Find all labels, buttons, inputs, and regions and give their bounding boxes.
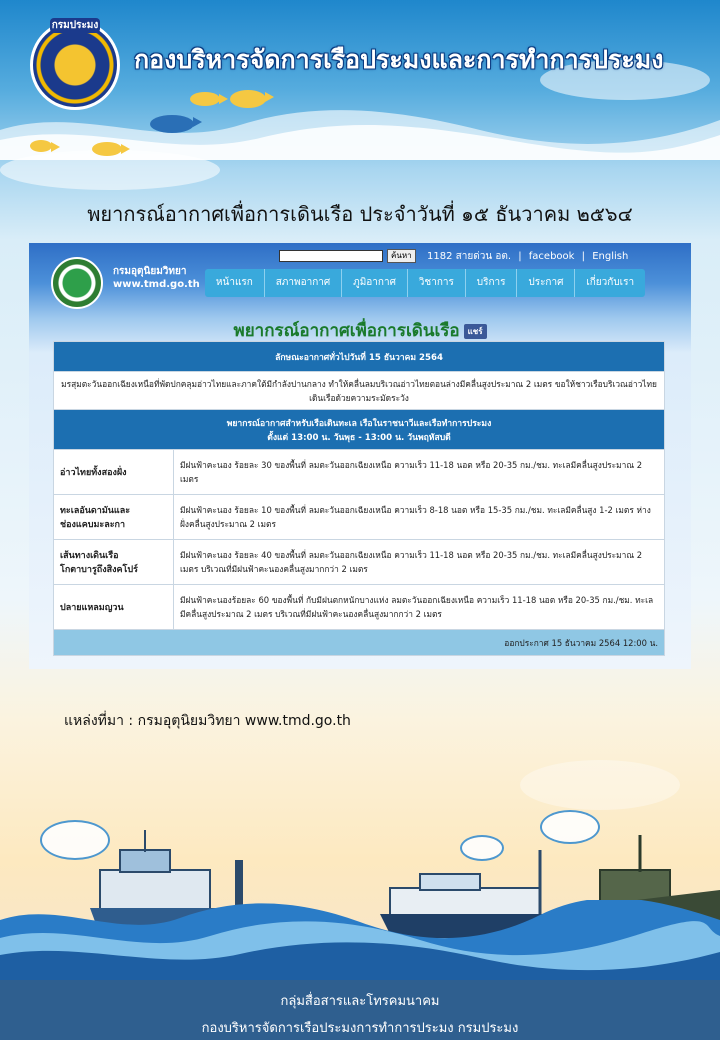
fish-icon bbox=[190, 92, 220, 106]
footer-line-1: กลุ่มสื่อสารและโทรคมนาคม bbox=[280, 994, 440, 1009]
area-cell bbox=[54, 450, 174, 495]
source-line: แหล่งที่มา : กรมอุตุนิยมวิทยา www.tmd.go.th bbox=[64, 713, 351, 729]
footer-line-2: กองบริหารจัดการเรือประมงการทำการประมง กรมประมง bbox=[201, 1021, 519, 1036]
nav-item-climate[interactable]: ภูมิอากาศ bbox=[342, 269, 408, 297]
footer-band bbox=[0, 980, 720, 1040]
forecast-title: พยากรณ์อากาศสำหรับเรือเดินทะเล เรือในราชนาวีและเรือทำการประมง bbox=[226, 418, 492, 429]
forecast-cell: มีฝนฟ้าคะนอง ร้อยละ 10 ของพื้นที่ ลมตะวันออกเฉียงเหนือ ความเร็ว 8-18 นอต หรือ 15-35 กม./ชม. ทะเลมีคลื่นสูง 1-2 เมตร ห่างฝั่งคลื่นสูงประมาณ 2 เมตร bbox=[174, 495, 665, 540]
fish-icon bbox=[230, 90, 266, 108]
tmd-top-links bbox=[427, 249, 632, 264]
nav-item-services[interactable]: บริการ bbox=[466, 269, 518, 297]
table-row bbox=[54, 585, 665, 630]
dof-logo bbox=[30, 20, 120, 110]
nav-item-announcements[interactable]: ประกาศ bbox=[517, 269, 575, 297]
forecast-period: ตั้งแต่ 13:00 น. วันพุธ - 13:00 น. วันพฤหัสบดี bbox=[267, 432, 451, 443]
area-name: ปลายแหลมญวน bbox=[60, 603, 124, 613]
tmd-domain: www.tmd.go.th bbox=[113, 279, 200, 290]
tmd-logo bbox=[51, 257, 103, 309]
tmd-website-screenshot bbox=[29, 243, 691, 669]
site-title: กองบริหารจัดการเรือประมงและการทำการประมง bbox=[134, 45, 664, 74]
facebook-share-button[interactable]: แชร์ bbox=[464, 324, 487, 339]
cloud-decoration bbox=[520, 760, 680, 810]
forecast-title-cell bbox=[54, 410, 665, 450]
area-name: โกตาบารูถึงสิงคโปร์ bbox=[60, 565, 138, 575]
summary-title: ลักษณะอากาศทั่วไปวันที่ 15 ธันวาคม 2564 bbox=[54, 342, 665, 372]
forecast-cell: มีฝนฟ้าคะนองร้อยละ 60 ของพื้นที่ กับมีฝนตกหนักบางแห่ง ลมตะวันออกเฉียงเหนือ ความเร็ว 11-18 นอต หรือ 20-35 กม./ชม. ทะเลมีคลื่นสูงประมาณ 2 เมตร บริเวณที่มีฝนฟ้าคะนองคลื่นสูงมากกว่า 2 เมตร bbox=[174, 585, 665, 630]
link-separator: | bbox=[581, 251, 586, 262]
nav-item-academic[interactable]: วิชาการ bbox=[408, 269, 466, 297]
area-name: อ่าวไทยทั้งสองฝั่ง bbox=[60, 468, 127, 478]
area-name: ช่องแคบมะละกา bbox=[60, 520, 126, 530]
tmd-page-heading bbox=[29, 317, 691, 344]
table-row bbox=[54, 540, 665, 585]
forecast-table bbox=[53, 341, 665, 656]
english-link[interactable]: English bbox=[592, 251, 629, 262]
tmd-search-button[interactable]: ค้นหา bbox=[387, 249, 416, 263]
hotline-link[interactable]: 1182 สายด่วน อต. bbox=[427, 251, 512, 262]
facebook-link[interactable]: facebook bbox=[528, 251, 575, 262]
tmd-nav-bar bbox=[205, 269, 645, 297]
area-name: เส้นทางเดินเรือ bbox=[60, 551, 119, 561]
tmd-site-name bbox=[113, 265, 200, 291]
tmd-dept-name: กรมอุตุนิยมวิทยา bbox=[113, 266, 187, 277]
fish-icon bbox=[150, 115, 194, 133]
nav-item-about[interactable]: เกี่ยวกับเรา bbox=[586, 277, 635, 288]
area-name: ทะเลอันดามันและ bbox=[60, 506, 131, 516]
area-cell bbox=[54, 585, 174, 630]
area-cell bbox=[54, 540, 174, 585]
nav-item-home[interactable]: หน้าแรก bbox=[205, 269, 265, 297]
tmd-search-input[interactable] bbox=[279, 250, 383, 262]
nav-item-weather[interactable]: สภาพอากาศ bbox=[265, 269, 342, 297]
link-separator: | bbox=[518, 251, 522, 262]
forecast-cell: มีฝนฟ้าคะนอง ร้อยละ 30 ของพื้นที่ ลมตะวันออกเฉียงเหนือ ความเร็ว 11-18 นอต หรือ 20-35 กม./ชม. ทะเลมีคลื่นสูงประมาณ 2 เมตร bbox=[174, 450, 665, 495]
issued-time: ออกประกาศ 15 ธันวาคม 2564 12:00 น. bbox=[54, 630, 665, 656]
table-row bbox=[54, 450, 665, 495]
area-cell bbox=[54, 495, 174, 540]
table-row bbox=[54, 495, 665, 540]
sea-waves-decoration bbox=[0, 900, 720, 980]
tmd-heading-text: พยากรณ์อากาศเพื่อการเดินเรือ bbox=[233, 321, 460, 341]
summary-text: มรสุมตะวันออกเฉียงเหนือที่พัดปกคลุมอ่าวไทยและภาคใต้มีกำลังปานกลาง ทำให้คลื่นลมบริเวณอ่าวไทยตอนล่างมีคลื่นสูงประมาณ 2 เมตร ขอให้ชาวเรือบริเวณอ่าวไทยเดินเรือด้วยความระมัดระวัง bbox=[54, 372, 665, 410]
dof-logo-label: กรมประมง bbox=[51, 20, 99, 31]
fish-icon bbox=[92, 142, 122, 156]
page-heading: พยากรณ์อากาศเพื่อการเดินเรือ ประจำวันที่ ๑๕ ธันวาคม ๒๕๖๔ bbox=[87, 202, 633, 226]
fish-icon bbox=[30, 140, 52, 152]
header-banner bbox=[0, 0, 720, 170]
forecast-cell: มีฝนฟ้าคะนอง ร้อยละ 40 ของพื้นที่ ลมตะวันออกเฉียงเหนือ ความเร็ว 11-18 นอต หรือ 20-35 กม./ชม. ทะเลมีคลื่นสูงประมาณ 2 เมตร บริเวณที่มีฝนฟ้าคะนองคลื่นสูงมากกว่า 2 เมตร bbox=[174, 540, 665, 585]
